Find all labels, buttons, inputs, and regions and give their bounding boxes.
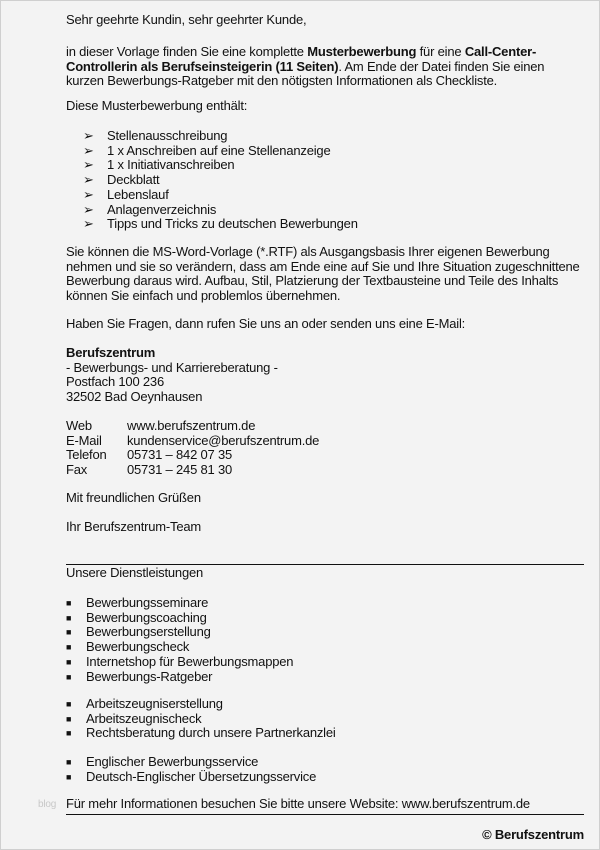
contact-value[interactable]: www.berufszentrum.de bbox=[127, 418, 256, 433]
intro-bold: Musterbewerbung bbox=[307, 44, 417, 59]
services-group-3 bbox=[66, 755, 316, 784]
watermark: blog bbox=[38, 799, 57, 810]
salutation: Sehr geehrte Kundin, sehr geehrter Kunde, bbox=[66, 12, 307, 27]
closing: Mit freundlichen Grüßen bbox=[66, 490, 201, 505]
square-bullet-icon: ■ bbox=[66, 699, 72, 709]
website-note: Für mehr Informationen besuchen Sie bitte unsere Website: www.berufszentrum.de bbox=[66, 796, 530, 811]
service-item: Bewerbungserstellung bbox=[86, 624, 211, 640]
contains-item: Anlagenverzeichnis bbox=[107, 201, 217, 217]
msword-line: Sie können die MS-Word-Vorlage (*.RTF) als Ausgangsbasis Ihrer eigenen Bewerbung bbox=[66, 244, 550, 259]
square-bullet-icon: ■ bbox=[66, 642, 72, 653]
contains-item: 1 x Anschreiben auf eine Stellenanzeige bbox=[107, 142, 331, 158]
arrow-bullet-icon: ➢ bbox=[83, 201, 94, 217]
signature: Ihr Berufszentrum-Team bbox=[66, 519, 202, 534]
service-item: Bewerbungsseminare bbox=[86, 595, 209, 610]
intro-text: in dieser Vorlage finden Sie eine komplette bbox=[66, 44, 308, 59]
service-item: Arbeitszeugnischeck bbox=[86, 710, 202, 726]
intro-text: kurzen Bewerbungs-Ratgeber mit den nötigsten Informationen als Checkliste. bbox=[66, 73, 498, 89]
square-bullet-icon: ■ bbox=[66, 598, 72, 608]
msword-line: Bewerbung daraus wird. Aufbau, Stil, Platzierung der Textbausteine und Teile des Inhalts bbox=[66, 273, 559, 289]
arrow-bullet-icon: ➢ bbox=[83, 157, 94, 173]
contacts bbox=[66, 419, 319, 478]
contains-item: Tipps und Tricks zu deutschen Bewerbungen bbox=[107, 216, 358, 232]
msword-paragraph bbox=[66, 245, 580, 304]
square-bullet-icon: ■ bbox=[66, 656, 72, 667]
contains-heading: Diese Musterbewerbung enthält: bbox=[66, 98, 248, 113]
intro-bold: Controllerin als Berufseinsteigerin (11 Seiten) bbox=[66, 58, 339, 74]
company-name: Berufszentrum bbox=[66, 345, 156, 360]
arrow-bullet-icon: ➢ bbox=[83, 216, 94, 232]
intro-text: für eine bbox=[416, 44, 465, 59]
arrow-bullet-icon: ➢ bbox=[83, 128, 94, 143]
services-group-1 bbox=[66, 596, 293, 684]
divider bbox=[66, 814, 584, 815]
msword-line: nehmen und sie so verändern, dass am Ende eine auf Sie und Ihre Situation zugeschnittene bbox=[66, 258, 580, 274]
service-item: Bewerbungscoaching bbox=[86, 609, 207, 625]
contains-item: Lebenslauf bbox=[107, 186, 169, 202]
service-item: Internetshop für Bewerbungsmappen bbox=[86, 653, 294, 669]
service-item: Englischer Bewerbungsservice bbox=[86, 754, 259, 769]
arrow-bullet-icon: ➢ bbox=[83, 172, 94, 188]
square-bullet-icon: ■ bbox=[66, 771, 72, 782]
square-bullet-icon: ■ bbox=[66, 627, 72, 638]
contains-item: 1 x Initiativanschreiben bbox=[107, 157, 235, 173]
address-line: Postfach 100 236 bbox=[66, 374, 164, 390]
contains-item: Deckblatt bbox=[107, 172, 160, 188]
contact-label: Telefon bbox=[66, 447, 107, 463]
contact-label: E-Mail bbox=[66, 432, 102, 448]
questions: Haben Sie Fragen, dann rufen Sie uns an oder senden uns eine E-Mail: bbox=[66, 316, 466, 331]
services-group-2 bbox=[66, 697, 336, 741]
service-item: Rechtsberatung durch unsere Partnerkanzlei bbox=[86, 725, 336, 741]
address-line: 32502 Bad Oeynhausen bbox=[66, 389, 203, 405]
address-line: - Bewerbungs- und Karriereberatung - bbox=[66, 359, 278, 375]
contains-item: Stellenausschreibung bbox=[107, 128, 228, 143]
contact-label: Web bbox=[66, 418, 92, 433]
address bbox=[66, 346, 278, 405]
intro-bold: Call-Center- bbox=[464, 44, 537, 59]
service-item: Bewerbungscheck bbox=[86, 639, 190, 655]
service-item: Deutsch-Englischer Übersetzungsservice bbox=[86, 768, 317, 784]
square-bullet-icon: ■ bbox=[66, 713, 72, 724]
service-item: Bewerbungs-Ratgeber bbox=[86, 668, 213, 684]
arrow-bullet-icon: ➢ bbox=[83, 142, 94, 158]
square-bullet-icon: ■ bbox=[66, 671, 72, 682]
arrow-bullet-icon: ➢ bbox=[83, 186, 94, 202]
contact-value: 05731 – 842 07 35 bbox=[127, 447, 233, 463]
msword-line: können Sie einfach und problemlos übernehmen. bbox=[66, 288, 341, 304]
contact-label: Fax bbox=[66, 462, 88, 478]
square-bullet-icon: ■ bbox=[66, 728, 72, 739]
intro-text: . Am Ende der Datei finden Sie einen bbox=[338, 58, 545, 74]
square-bullet-icon: ■ bbox=[66, 757, 72, 767]
contact-value[interactable]: kundenservice@berufszentrum.de bbox=[127, 432, 320, 448]
intro-paragraph bbox=[66, 45, 544, 89]
service-item: Arbeitszeugniserstellung bbox=[86, 696, 223, 711]
contains-list bbox=[66, 129, 358, 232]
square-bullet-icon: ■ bbox=[66, 612, 72, 623]
copyright: © Berufszentrum bbox=[482, 827, 584, 842]
contact-value: 05731 – 245 81 30 bbox=[127, 462, 233, 478]
services-heading: Unsere Dienstleistungen bbox=[66, 565, 204, 580]
